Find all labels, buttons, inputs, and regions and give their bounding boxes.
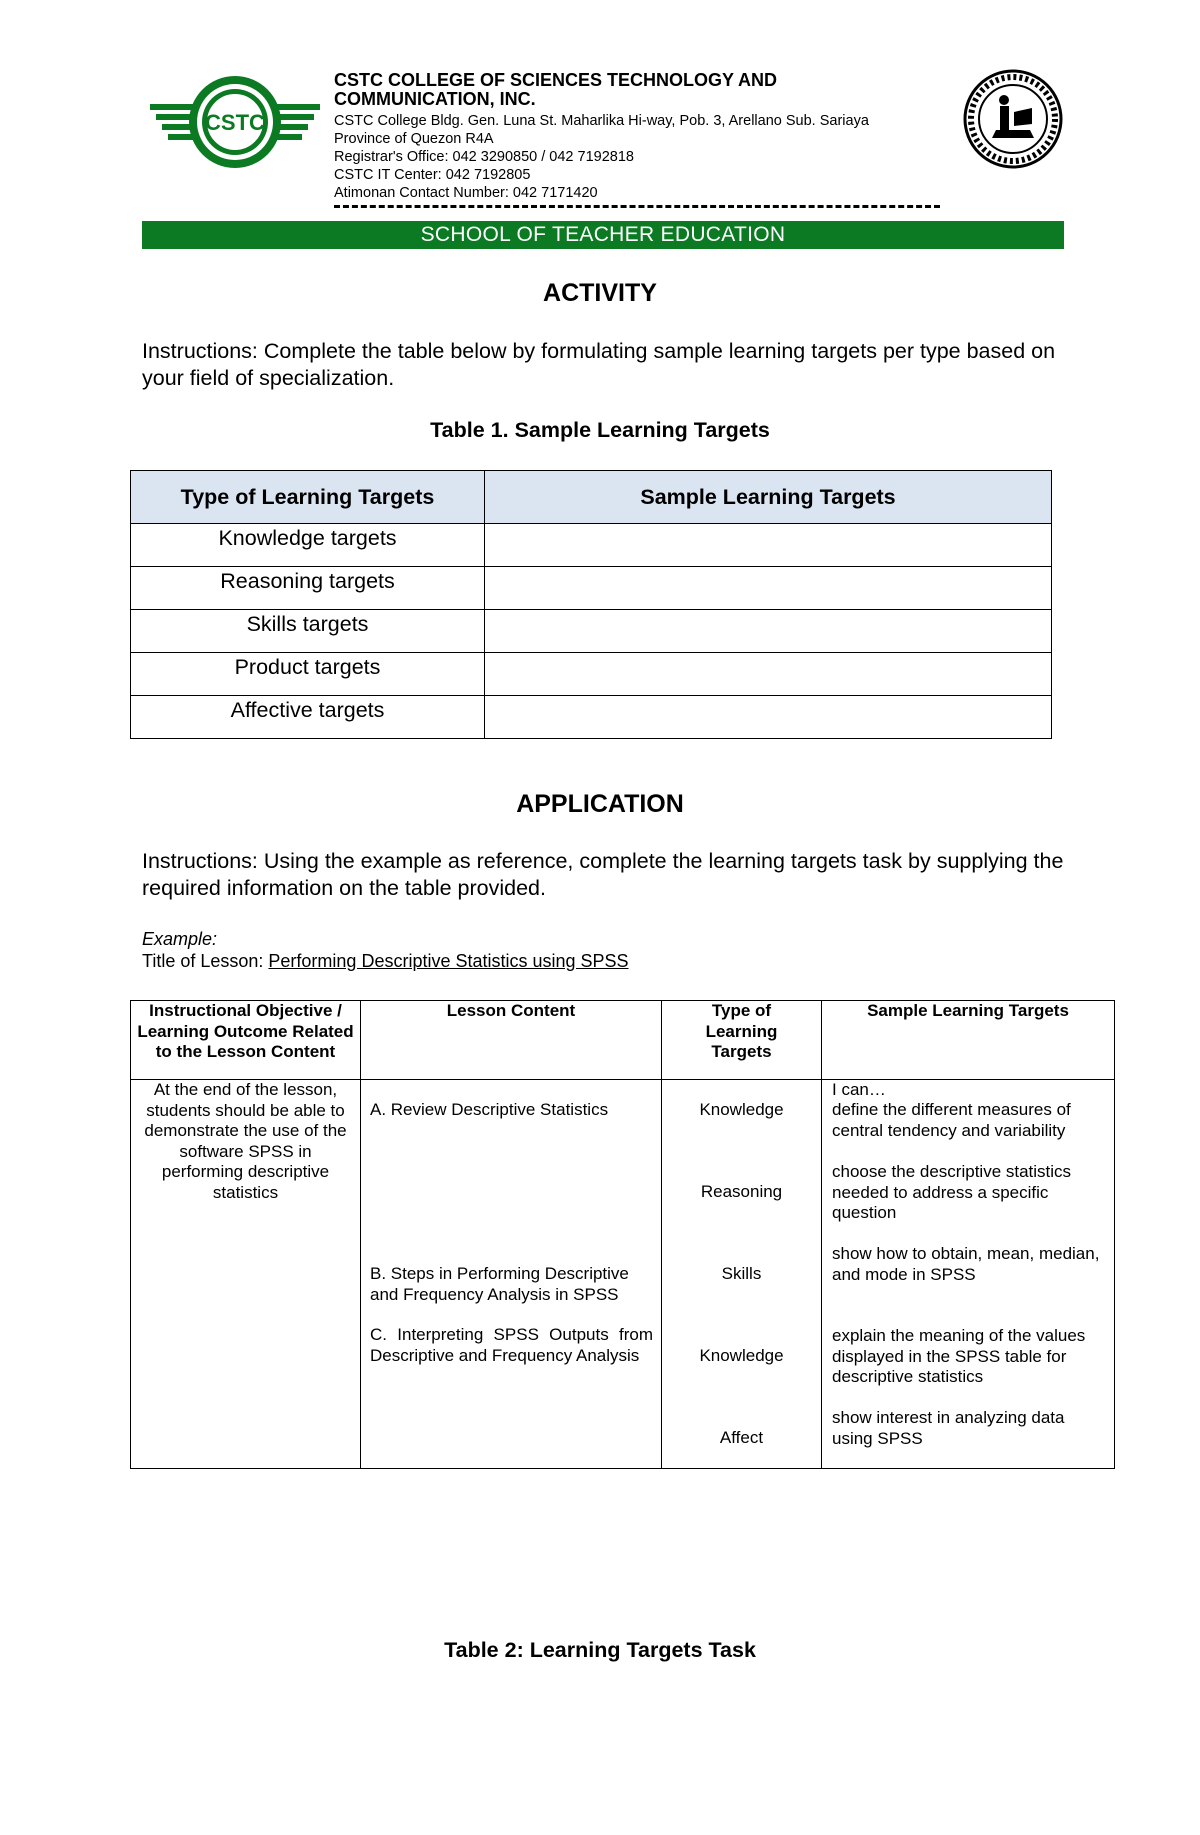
activity-heading: ACTIVITY — [543, 279, 657, 307]
column-header: Sample Learning Targets — [822, 1001, 1115, 1080]
sample-target: show interest in analyzing data using SPSS — [832, 1408, 1065, 1448]
target-type: Knowledge — [699, 1346, 784, 1365]
sample-target: choose the descriptive statistics needed to address a specific question — [832, 1162, 1072, 1222]
atimonan-phone: Atimonan Contact Number: 042 7171420 — [334, 185, 598, 201]
target-type-cell: Skills targets — [131, 610, 485, 653]
application-instructions: Instructions: Using the example as reference, complete the learning targets task by supplying the required information on the table provided. — [142, 849, 1064, 900]
table-row — [131, 610, 1052, 653]
sample-target-cell[interactable] — [485, 610, 1052, 653]
content-item: A. Review Descriptive Statistics — [370, 1100, 609, 1119]
registrar-phone: Registrar's Office: 042 3290850 / 042 7192818 — [334, 149, 634, 165]
address-line-2: Province of Quezon R4A — [334, 131, 494, 147]
target-type: Skills — [721, 1264, 762, 1283]
objective-text: At the end of the lesson, students should be able to demonstrate the use of the software SPSS in performing descriptive statistics — [144, 1080, 347, 1202]
sample-targets-cell — [822, 1080, 1115, 1469]
table-row — [131, 524, 1052, 567]
column-header: Lesson Content — [361, 1001, 662, 1080]
target-type-cell: Product targets — [131, 653, 485, 696]
learning-targets-example-table — [130, 1000, 1115, 1469]
header-divider — [334, 205, 940, 213]
target-type: Affect — [719, 1428, 764, 1447]
example-label: Example: — [142, 929, 218, 949]
it-center-phone: CSTC IT Center: 042 7192805 — [334, 167, 531, 183]
table-row — [131, 696, 1052, 739]
content-item: C. Interpreting SPSS Outputs from Descriptive and Frequency Analysis — [370, 1325, 653, 1365]
application-heading: APPLICATION — [516, 790, 684, 818]
target-type: Reasoning — [700, 1182, 783, 1201]
table2-caption: Table 2: Learning Targets Task — [444, 1638, 756, 1662]
column-header: Sample Learning Targets — [485, 471, 1052, 524]
column-header: Type of Learning Targets — [662, 1001, 822, 1080]
sample-learning-targets-table — [130, 470, 1052, 739]
column-header: Type of Learning Targets — [131, 471, 485, 524]
column-header: Instructional Objective / Learning Outcome Related to the Lesson Content — [131, 1001, 361, 1080]
target-type: Knowledge — [699, 1100, 784, 1119]
sample-target: define the different measures of central tendency and variability — [832, 1100, 1071, 1140]
school-banner: SCHOOL OF TEACHER EDUCATION — [142, 221, 1064, 249]
table-header-row — [131, 471, 1052, 524]
target-type-cell — [662, 1080, 822, 1469]
cstc-logo-text: CSTC — [205, 110, 265, 135]
target-type-cell: Reasoning targets — [131, 567, 485, 610]
content-item: B. Steps in Performing Descriptive and Frequency Analysis in SPSS — [370, 1264, 629, 1304]
sample-target-cell[interactable] — [485, 696, 1052, 739]
target-type-cell: Affective targets — [131, 696, 485, 739]
sample-target: explain the meaning of the values displayed in the SPSS table for descriptive statistics — [832, 1326, 1086, 1386]
table-row — [131, 567, 1052, 610]
targets-intro: I can… — [832, 1080, 886, 1099]
school-name: CSTC COLLEGE OF SCIENCES TECHNOLOGY AND COMMUNICATION, INC. — [334, 70, 778, 109]
lesson-content-cell — [361, 1080, 662, 1469]
table-row — [131, 653, 1052, 696]
table-header-row — [131, 1001, 1115, 1080]
sample-target-cell[interactable] — [485, 653, 1052, 696]
teacher-education-seal — [962, 68, 1064, 170]
table-row — [131, 1080, 1115, 1469]
cstc-logo — [150, 72, 320, 172]
address-line-1: CSTC College Bldg. Gen. Luna St. Maharlika Hi-way, Pob. 3, Arellano Sub. Sariaya — [334, 113, 869, 129]
target-type-cell: Knowledge targets — [131, 524, 485, 567]
lesson-title-line — [142, 951, 629, 972]
sample-target: show how to obtain, mean, median, and mode in SPSS — [832, 1244, 1100, 1284]
objective-cell — [131, 1080, 361, 1469]
lesson-title-label: Title of Lesson: — [142, 951, 269, 971]
lesson-title: Performing Descriptive Statistics using SPSS — [268, 951, 629, 971]
sample-target-cell[interactable] — [485, 567, 1052, 610]
table1-caption: Table 1. Sample Learning Targets — [430, 418, 770, 442]
sample-target-cell[interactable] — [485, 524, 1052, 567]
activity-instructions: Instructions: Complete the table below by formulating sample learning targets per type based on your field of specialization. — [142, 339, 1056, 390]
